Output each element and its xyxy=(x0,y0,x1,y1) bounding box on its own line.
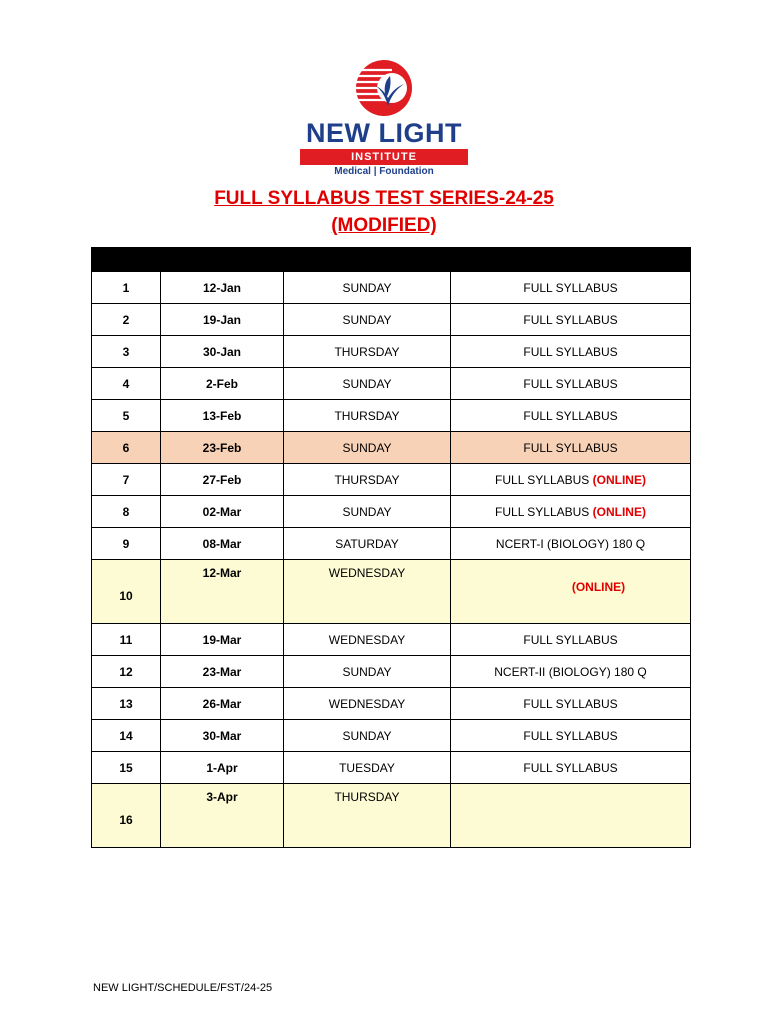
table-row xyxy=(92,752,691,784)
institute-logo xyxy=(296,58,472,178)
syllabus-text: FULL SYLLABUS xyxy=(523,344,618,359)
cell-syllabus xyxy=(451,272,691,304)
table-row xyxy=(92,720,691,752)
syllabus-text: FULL SYLLABUS xyxy=(523,280,618,295)
syllabus-text: FULL SYLLABUS xyxy=(523,632,618,647)
cell-number: 6 xyxy=(92,432,161,464)
page-subtitle: (MODIFIED) xyxy=(331,215,437,236)
cell-date: 13-Feb xyxy=(161,400,284,432)
table-row xyxy=(92,528,691,560)
footer-reference: NEW LIGHT/SCHEDULE/FST/24-25 xyxy=(93,982,273,994)
cell-syllabus xyxy=(451,688,691,720)
cell-day: THURSDAY xyxy=(284,784,451,848)
cell-syllabus xyxy=(451,464,691,496)
cell-day: SUNDAY xyxy=(284,272,451,304)
cell-date: 26-Mar xyxy=(161,688,284,720)
cell-number: 8 xyxy=(92,496,161,528)
table-row xyxy=(92,496,691,528)
cell-syllabus xyxy=(451,528,691,560)
cell-number: 15 xyxy=(92,752,161,784)
table-row xyxy=(92,784,691,848)
logo-bar: INSTITUTE xyxy=(300,149,468,165)
syllabus-text: FULL SYLLABUS xyxy=(523,760,618,775)
table-row xyxy=(92,272,691,304)
table-row xyxy=(92,656,691,688)
cell-syllabus xyxy=(451,656,691,688)
header-cell xyxy=(92,248,161,272)
cell-number: 9 xyxy=(92,528,161,560)
syllabus-text: FULL SYLLABUS xyxy=(523,696,618,711)
cell-number: 16 xyxy=(92,784,161,848)
cell-date: 23-Feb xyxy=(161,432,284,464)
cell-day: SUNDAY xyxy=(284,304,451,336)
cell-date: 2-Feb xyxy=(161,368,284,400)
cell-syllabus xyxy=(451,400,691,432)
cell-syllabus xyxy=(451,304,691,336)
online-tag: (ONLINE) xyxy=(592,504,646,519)
cell-date: 3-Apr xyxy=(161,784,284,848)
syllabus-text: NCERT-II (BIOLOGY) 180 Q xyxy=(494,664,647,679)
table-row xyxy=(92,368,691,400)
cell-day: WEDNESDAY xyxy=(284,688,451,720)
cell-day: SUNDAY xyxy=(284,368,451,400)
cell-date: 12-Mar xyxy=(161,560,284,624)
cell-syllabus xyxy=(451,720,691,752)
cell-day: THURSDAY xyxy=(284,336,451,368)
cell-day: SUNDAY xyxy=(284,656,451,688)
cell-number: 3 xyxy=(92,336,161,368)
cell-syllabus xyxy=(451,560,691,624)
table-row xyxy=(92,624,691,656)
cell-date: 23-Mar xyxy=(161,656,284,688)
table-row xyxy=(92,432,691,464)
syllabus-text: FULL SYLLABUS xyxy=(523,408,618,423)
schedule-table xyxy=(91,247,691,848)
header-cell xyxy=(284,248,451,272)
cell-number: 13 xyxy=(92,688,161,720)
cell-date: 30-Mar xyxy=(161,720,284,752)
cell-syllabus xyxy=(451,624,691,656)
cell-date: 19-Jan xyxy=(161,304,284,336)
table-row xyxy=(92,688,691,720)
table-row xyxy=(92,464,691,496)
cell-day: THURSDAY xyxy=(284,464,451,496)
cell-number: 4 xyxy=(92,368,161,400)
cell-date: 12-Jan xyxy=(161,272,284,304)
cell-date: 27-Feb xyxy=(161,464,284,496)
cell-syllabus xyxy=(451,496,691,528)
cell-number: 14 xyxy=(92,720,161,752)
cell-number: 2 xyxy=(92,304,161,336)
cell-syllabus xyxy=(451,336,691,368)
cell-day: SATURDAY xyxy=(284,528,451,560)
cell-day: WEDNESDAY xyxy=(284,624,451,656)
table-row xyxy=(92,400,691,432)
cell-number: 11 xyxy=(92,624,161,656)
header-cell xyxy=(161,248,284,272)
cell-day: SUNDAY xyxy=(284,432,451,464)
online-tag: (ONLINE) xyxy=(592,472,646,487)
online-tag: (ONLINE) xyxy=(571,580,626,594)
cell-day: SUNDAY xyxy=(284,496,451,528)
table-row xyxy=(92,560,691,624)
cell-syllabus xyxy=(451,368,691,400)
syllabus-text: FULL SYLLABUS xyxy=(523,728,618,743)
cell-number: 1 xyxy=(92,272,161,304)
cell-syllabus xyxy=(451,432,691,464)
header-cell xyxy=(451,248,691,272)
table-header-row xyxy=(92,248,691,272)
table-row xyxy=(92,336,691,368)
cell-number: 10 xyxy=(92,560,161,624)
syllabus-text: NCERT-I (BIOLOGY) 180 Q xyxy=(495,536,646,551)
cell-day: THURSDAY xyxy=(284,400,451,432)
syllabus-text: FULL SYLLABUS xyxy=(523,376,618,391)
cell-number: 7 xyxy=(92,464,161,496)
syllabus-text: FULL SYLLABUS xyxy=(523,312,618,327)
cell-day: TUESDAY xyxy=(284,752,451,784)
cell-day: WEDNESDAY xyxy=(284,560,451,624)
cell-number: 5 xyxy=(92,400,161,432)
cell-date: 02-Mar xyxy=(161,496,284,528)
cell-date: 08-Mar xyxy=(161,528,284,560)
logo-name: NEW LIGHT xyxy=(306,118,462,148)
logo-emblem-icon xyxy=(346,58,416,120)
cell-date: 30-Jan xyxy=(161,336,284,368)
cell-date: 19-Mar xyxy=(161,624,284,656)
logo-subtitle: Medical | Foundation xyxy=(334,166,434,177)
cell-date: 1-Apr xyxy=(161,752,284,784)
cell-syllabus xyxy=(451,752,691,784)
cell-syllabus xyxy=(451,784,691,848)
syllabus-text: FULL SYLLABUS xyxy=(495,504,590,519)
cell-number: 12 xyxy=(92,656,161,688)
syllabus-text: FULL SYLLABUS xyxy=(495,472,590,487)
table-row xyxy=(92,304,691,336)
syllabus-text: FULL SYLLABUS xyxy=(523,440,618,455)
cell-day: SUNDAY xyxy=(284,720,451,752)
page-title: FULL SYLLABUS TEST SERIES-24-25 xyxy=(214,188,554,209)
